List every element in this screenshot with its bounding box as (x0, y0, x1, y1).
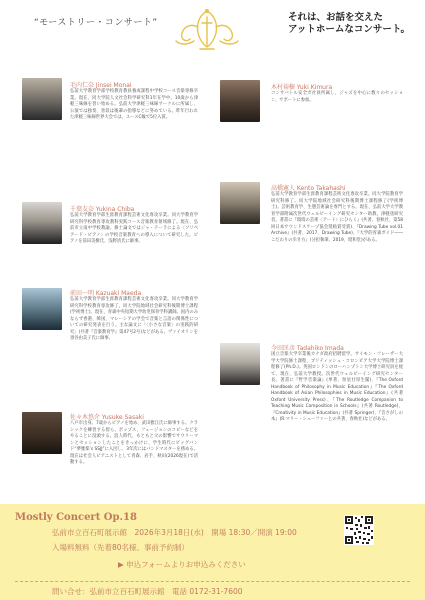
performer-bio: 弘前大学教育学部生涯教育課程芸術文化専攻卒業。同大学院教育学研究科修了。同大学院地域社会研究科後期博士課程修了(学術博士)。芸術教育学、生態芸術論を専門とする。現在、弘前大学大学教育学部附属次世代ウェルビーイング研究センター助教。津軽塗研究者。著書に『環境の芸術〈アート〉にひらく』(共著、春秋社、第58回日本サウンドスケープ協会奨励賞受賞)、『Drawing Tube vol.01 Archive』(共著、2017、Drawing Tube)、『大学的青森ガイド――こだわりの歩き方』(分担執筆、2019、昭和堂)がある。 (271, 192, 403, 243)
performer-photo (220, 343, 260, 385)
performer-name: 今田匡彦 Tadahiko Imada (271, 345, 344, 352)
footer-divider (15, 581, 410, 582)
concert-title: Mostly Concert Op.18 (15, 512, 137, 523)
performer-bio: 八戸市出身。7歳からピアノを始め、武田雅江氏に師事する。クラシックを練習する傍ら、ポップス、フュージョンのコピーなどをやることに没頭する。浪人時代、もともと父の影響でサウリーマンとセッションしたことをきっかけに、学生時代にビッグバンド“夢雅楽’s SSJJ”に入団し、3年次にはバンドマスターを務める。現在は社会人ピアニストとして青森、岩手、秋田(2026現在)で活動する。 (70, 421, 198, 465)
performer-photo (22, 78, 62, 120)
admission-line: 入場料無料（先着80名様、事前予約制） (52, 543, 190, 552)
performer-name: 佐々木悠介 Yusuke Sasaki (70, 414, 144, 421)
qr-code-icon[interactable] (344, 515, 374, 545)
header-tagline (288, 12, 410, 36)
performer-photo (220, 80, 260, 122)
tagline-line-1: それは、お話を交えた (288, 12, 384, 23)
performer-bio: 弘前大学教育学部生涯教育課程芸術文化専攻卒業。同大学教育学研究科学校教育専攻教科実践コース音楽教育領域修了。現在、弘前市立南中学校教諭。修士論文ではジャ・テーラによる〈ソリペアード・ピアノ〉の学校音楽教育への導入について研究した。ピアノを前田美樹氏、浅野清氏に師事。 (70, 213, 198, 244)
footer-info-panel (0, 504, 425, 600)
performer-photo (220, 182, 260, 224)
reservation-text: 申込フォームよりお申込みください (126, 560, 246, 569)
performer-name: 木村裕樹 Yuki Kimura (271, 84, 333, 91)
performer-bio: 弘前大学教育学部生涯教育課程芸術文化専攻卒業。同大学教育学研究科学校教育専攻修了。同大学院地域社会研究科後期博士課程(学術博士)。現在、青森中央短期大学幼児保育学科講師。国内のみならず香港、韓国、マレーシアの学会で音楽と言語の関係性についての研究発表を行う。主な論文に「〈小さな音楽〉の実践的研究」(共著『音楽教育学』第47号2号)などがある。ヴァイオリンを須谷由美子氏に師事。 (70, 297, 198, 341)
reservation-line[interactable] (118, 559, 246, 570)
performer-photo (22, 288, 62, 330)
contact-line: 問い合せ：弘前市立百石町展示館 電話 0172-31-7600 (52, 587, 243, 596)
arrow-right-icon: ▶ (118, 560, 127, 569)
performer-name: 千葉友奈 Yukina Chiba (70, 206, 135, 213)
performer-bio: コンサバトル安全ガ社員所属し、ジャズを中心に数々のセッション、サポートに参加。 (271, 91, 403, 103)
performer-bio: 国立音楽大学卒業後カナダ政府招聘留学。サイモン・フレーザー大学大学院修士課程、ブリティッシュ・コロンビア大学大学院博士課程修了(Ph.D.)。英国ロンドンのローハンプトン大学博士研究員を経て、現在、弘前大学教授。次世代ウェルビーイング研究センター長。著書に『哲学音楽論』(単著、恒星社厚生閣)、『The Oxford Handbook of Philosophy in Music Education』『The Oxford Handbook of Asian Philosophies in Music Education』(共著 Oxford University Press)、『The Routledge Companion to Teaching Music Composition in Schools』(共著 Routledge)、『Creativity in Music Education』(共著 Springer)、『音さがしの本』(R.マリー・シェーファーとの共著、春秋社)などがある。 (271, 352, 403, 422)
lyre-ornament-icon (174, 5, 240, 53)
tagline-line-2: アットホームなコンサート。 (288, 24, 410, 35)
performer-bio: 弘前大学教育学部学校教育教員養成課程中学校コース音楽専修卒業。現在、同大学院人文社会科学研究科1年在学中。10歳から津軽三味線を習い始める。弘前大学津軽三味線サークルに所属し、公演では独奏、普段は後輩の指導などに努めている。昨年行われた津軽三味線世界大会では、ユースC級で5位入賞。 (70, 89, 198, 120)
header-concert-title: “モーストリー・コンサート” (34, 18, 158, 28)
performer-name: 高橋憲人 Kento Takahashi (271, 185, 346, 192)
performer-name: 前田一明 Kazuaki Maeda (70, 290, 142, 297)
venue-date-line: 弘前市立百石町展示館 2026年3月18日(水) 開場 18:30／開演 19:00 (52, 528, 297, 537)
performer-photo (22, 202, 62, 244)
performer-photo (22, 412, 62, 454)
performer-name: 毛内仁奈 Jinsei Monai (70, 82, 132, 89)
